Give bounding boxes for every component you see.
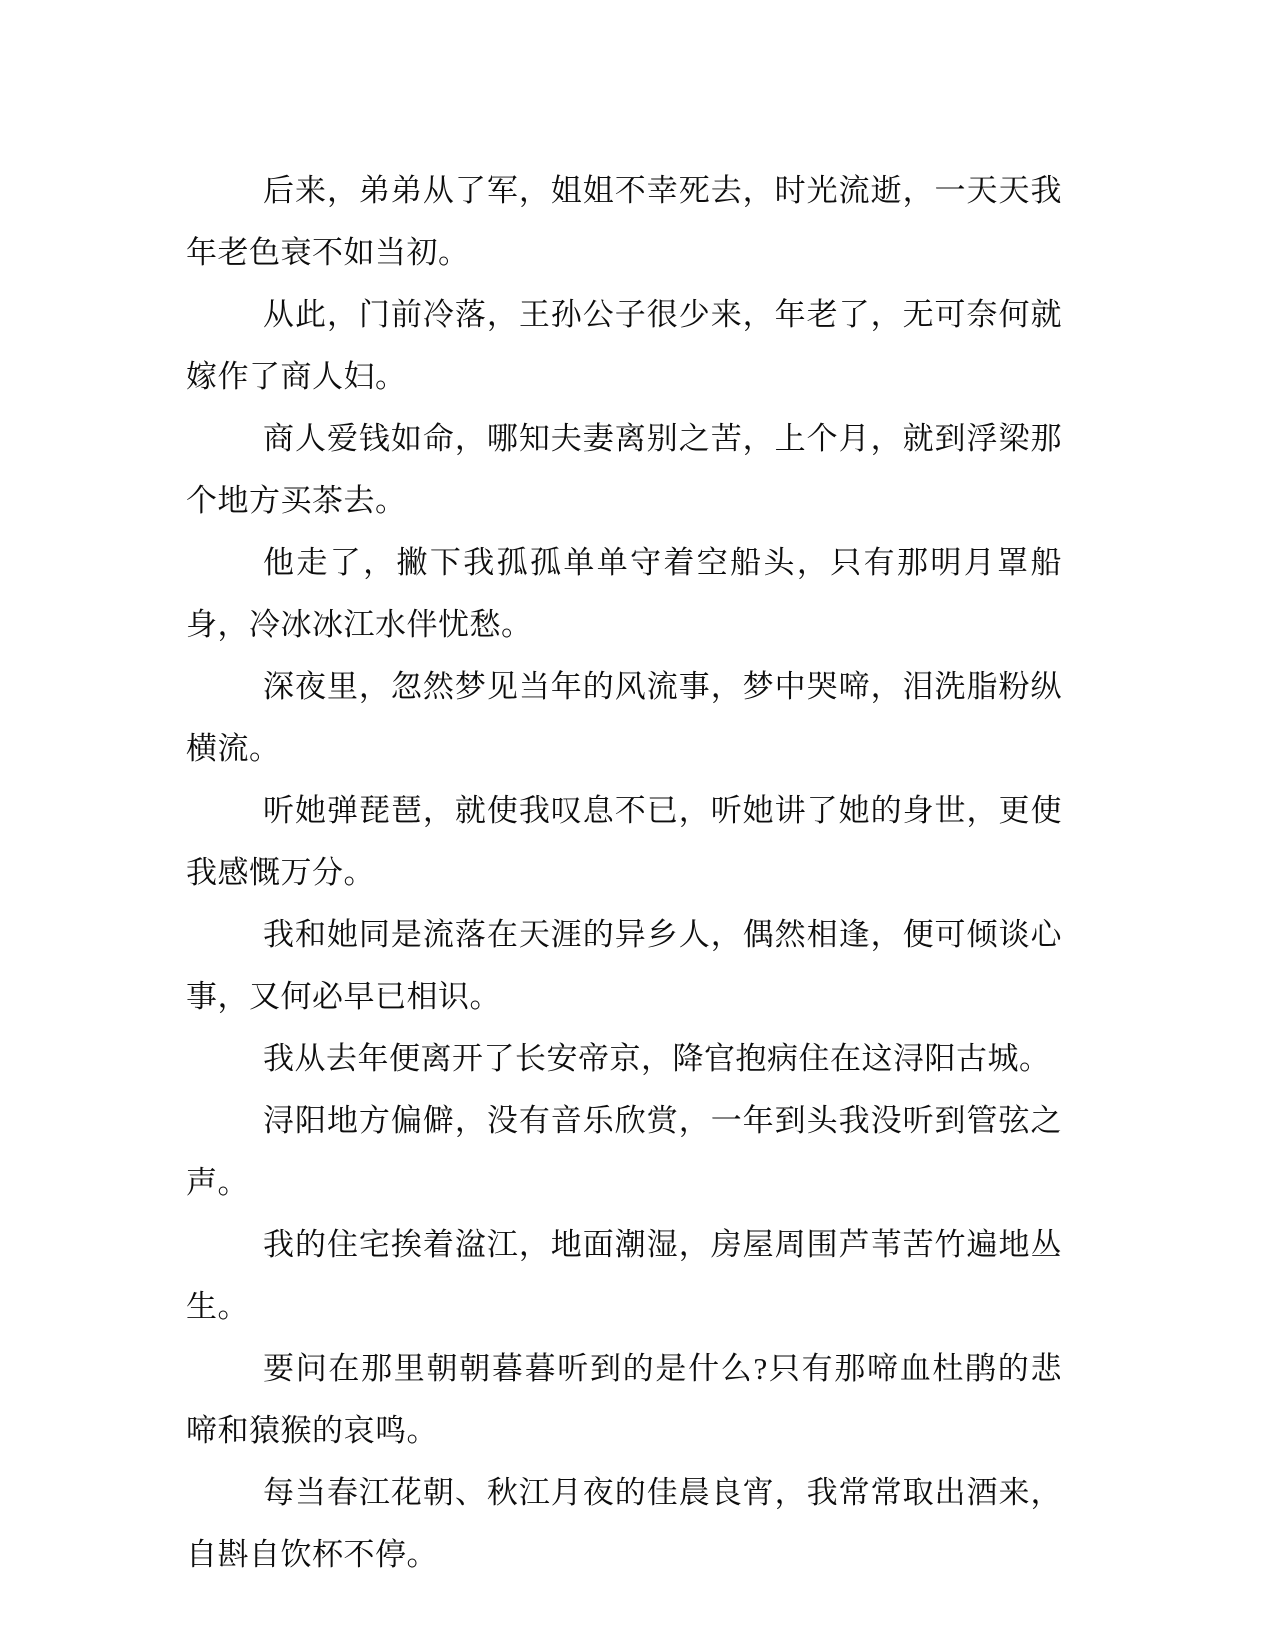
- paragraph-2: 从此，门前冷落，王孙公子很少来，年老了，无可奈何就嫁作了商人妇。: [186, 297, 1062, 394]
- paragraph-7: 我和她同是流落在天涯的异乡人，偶然相逢，便可倾谈心事，又何必早已相识。: [186, 917, 1062, 1014]
- paragraph-5: 深夜里，忽然梦见当年的风流事，梦中哭啼，泪洗脂粉纵横流。: [186, 669, 1062, 766]
- paragraph-4: 他走了，撇下我孤孤单单守着空船头，只有那明月罩船身，冷冰冰江水伴忧愁。: [186, 545, 1062, 642]
- paragraph-10: 我的住宅挨着湓江，地面潮湿，房屋周围芦苇苦竹遍地丛生。: [186, 1227, 1062, 1324]
- paragraph-9: 浔阳地方偏僻，没有音乐欣赏，一年到头我没听到管弦之声。: [186, 1103, 1062, 1200]
- paragraph-3: 商人爱钱如命，哪知夫妻离别之苦，上个月，就到浮梁那个地方买茶去。: [186, 421, 1062, 518]
- paragraph-11: 要问在那里朝朝暮暮听到的是什么?只有那啼血杜鹃的悲啼和猿猴的哀鸣。: [186, 1351, 1062, 1448]
- paragraph-12: 每当春江花朝、秋江月夜的佳晨良宵，我常常取出酒来，自斟自饮杯不停。: [186, 1475, 1062, 1572]
- paragraph-8: 我从去年便离开了长安帝京，降官抱病住在这浔阳古城。: [263, 1041, 1051, 1076]
- paragraph-1: 后来，弟弟从了军，姐姐不幸死去，时光流逝，一天天我年老色衰不如当初。: [186, 173, 1062, 270]
- paragraph-6: 听她弹琵琶，就使我叹息不已，听她讲了她的身世，更使我感慨万分。: [186, 793, 1062, 890]
- document-body: [186, 160, 1062, 1586]
